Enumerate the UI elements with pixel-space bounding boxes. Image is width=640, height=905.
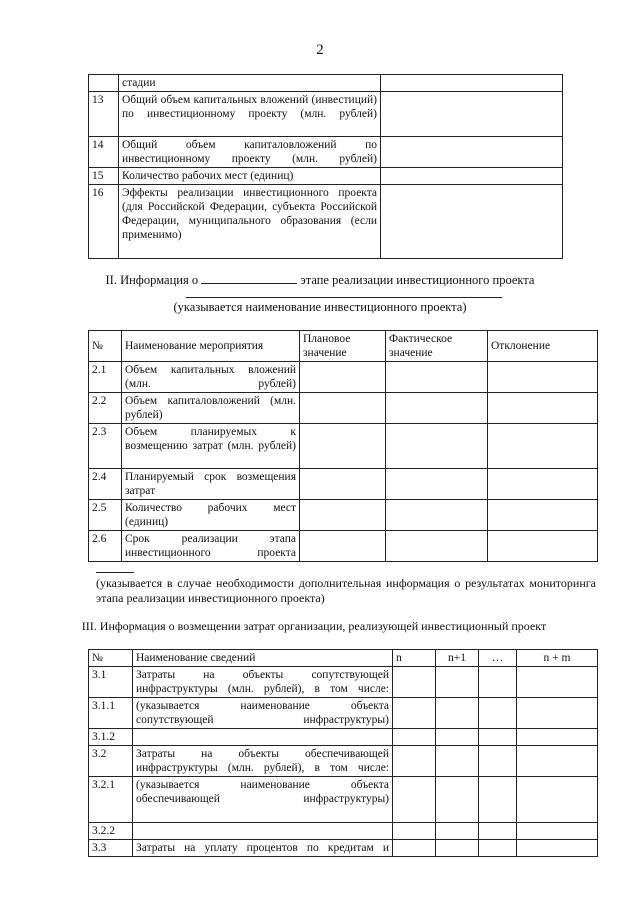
stage-blank — [201, 272, 297, 284]
section-3-title: III. Информация о возмещении затрат организации, реализующей инвестиционный проект — [81, 619, 547, 633]
row-number: 3.1 — [89, 667, 133, 698]
page-number: 2 — [316, 42, 324, 58]
costs-table — [88, 649, 598, 857]
row-name — [133, 823, 393, 840]
table-row — [89, 75, 563, 92]
header-num: № — [89, 650, 133, 667]
header-name: Наименование сведений — [133, 650, 393, 667]
table-row — [89, 729, 598, 746]
table-row — [89, 185, 563, 259]
section-2-subtitle: (указывается наименование инвестиционного проекта) — [173, 300, 467, 314]
note-separator — [96, 572, 134, 573]
row-name: Количество рабочих мест (единиц) — [119, 168, 381, 185]
section-2-note: (указывается в случае необходимости дополнительная информация о результатах мониторинга этапа реализации инвестиционного проекта) — [96, 576, 596, 605]
table-row — [89, 698, 598, 729]
row-number: 2.2 — [89, 393, 122, 424]
stage-table — [88, 330, 598, 562]
header-n-plus-1: n+1 — [436, 650, 479, 667]
row-number: 2.1 — [89, 362, 122, 393]
row-name: Количество рабочих мест (единиц) — [122, 500, 300, 531]
row-name: Затраты на объекты сопутствующей инфраструктуры (млн. рублей), в том числе: — [133, 667, 393, 698]
row-name: Общий объем капиталовложений по инвестиционному проекту (млн. рублей) — [119, 137, 381, 168]
row-number: 2.4 — [89, 469, 122, 500]
table-row — [89, 362, 598, 393]
header-ellipsis: … — [479, 650, 517, 667]
row-name: Затраты на объекты обеспечивающей инфраструктуры (млн. рублей), в том числе: — [133, 746, 393, 777]
header-n: n — [393, 650, 436, 667]
row-name: Эффекты реализации инвестиционного проекта (для Российской Федерации, субъекта Российской Федерации, муниципального образования (если применимо) — [119, 185, 381, 259]
row-name: Срок реализации этапа инвестиционного проекта — [122, 531, 300, 562]
table-row — [89, 746, 598, 777]
table-row — [89, 469, 598, 500]
row-number: 3.1.2 — [89, 729, 133, 746]
table-row — [89, 500, 598, 531]
table-row — [89, 92, 563, 137]
project-name-line — [186, 297, 502, 298]
indicators-table — [88, 74, 563, 259]
table-row — [89, 137, 563, 168]
table-row — [89, 823, 598, 840]
row-value — [381, 75, 563, 92]
table-row — [89, 393, 598, 424]
header-num: № — [89, 331, 122, 362]
table-row — [89, 531, 598, 562]
row-name — [133, 729, 393, 746]
row-name: Планируемый срок возмещения затрат — [122, 469, 300, 500]
table-row — [89, 667, 598, 698]
row-number: 2.3 — [89, 424, 122, 469]
row-name: стадии — [119, 75, 381, 92]
table-header-row — [89, 331, 598, 362]
row-number: 3.3 — [89, 840, 133, 857]
header-planned: Плановое значение — [300, 331, 386, 362]
row-number: 16 — [89, 185, 119, 259]
header-name: Наименование мероприятия — [122, 331, 300, 362]
header-deviation: Отклонение — [488, 331, 598, 362]
table-row — [89, 840, 598, 857]
row-number: 13 — [89, 92, 119, 137]
header-n-plus-m: n + m — [517, 650, 598, 667]
row-number: 3.2.2 — [89, 823, 133, 840]
row-name: Общий объем капитальных вложений (инвестиций) по инвестиционному проекту (млн. рублей) — [119, 92, 381, 137]
row-name: Объем капитальных вложений (млн. рублей) — [122, 362, 300, 393]
row-number: 3.2 — [89, 746, 133, 777]
row-name: Затраты на уплату процентов по кредитам и — [133, 840, 393, 857]
row-name: (указывается наименование объекта обеспечивающей инфраструктуры) — [133, 777, 393, 823]
row-number: 14 — [89, 137, 119, 168]
section-2-title: II. Информация о этапе реализации инвестиционного проекта — [105, 273, 535, 287]
table-header-row — [89, 650, 598, 667]
header-actual: Фактическое значение — [386, 331, 488, 362]
row-number: 3.1.1 — [89, 698, 133, 729]
row-number: 2.6 — [89, 531, 122, 562]
row-value — [381, 185, 563, 259]
row-value — [381, 137, 563, 168]
row-number: 3.2.1 — [89, 777, 133, 823]
row-name: Объем капиталовложений (млн. рублей) — [122, 393, 300, 424]
table-row — [89, 168, 563, 185]
row-name: Объем планируемых к возмещению затрат (млн. рублей) — [122, 424, 300, 469]
table-row — [89, 424, 598, 469]
row-number — [89, 75, 119, 92]
row-value — [381, 168, 563, 185]
row-value — [381, 92, 563, 137]
row-name: (указывается наименование объекта сопутствующей инфраструктуры) — [133, 698, 393, 729]
row-number: 15 — [89, 168, 119, 185]
table-row — [89, 777, 598, 823]
row-number: 2.5 — [89, 500, 122, 531]
